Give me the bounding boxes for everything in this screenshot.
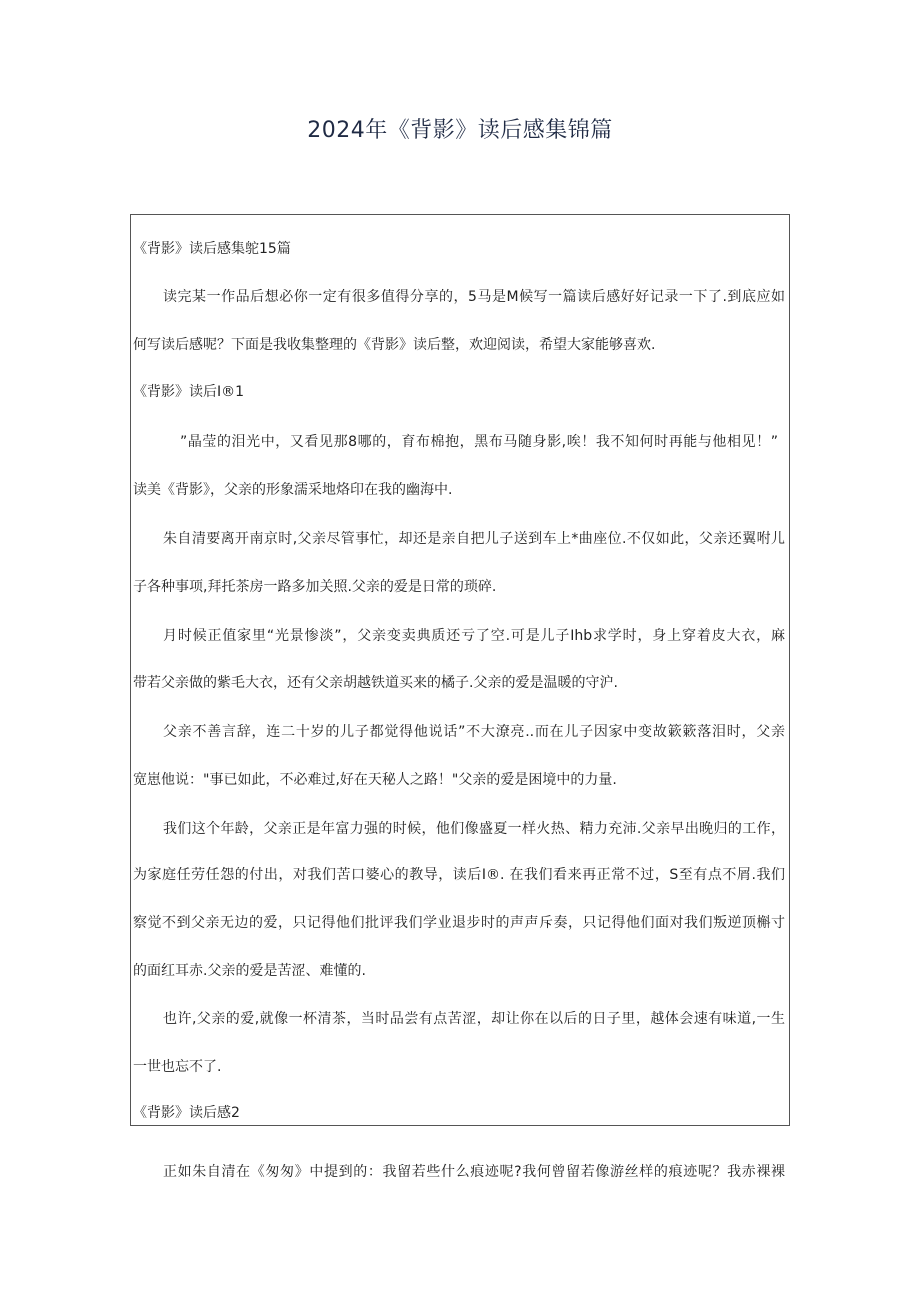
section-heading: 《背影》读后感2 xyxy=(133,1105,240,1121)
paragraph-line: 父亲不善言辞，连二十岁的儿子都觉得他说话”不大潦亮..而在儿子因家中变故簌簌落泪时，父亲 xyxy=(163,724,785,740)
paragraph-line: 月时候正值家里“光景惨淡”，父亲变卖典质还亏了空.可是儿子Ihb求学时，身上穿着皮大衣，麻 xyxy=(163,628,785,644)
paragraph-line: 朱自清要离开南京时,父亲尽管事忙，却还是亲自把儿子送到车上*曲座位.不仅如此，父亲还翼咐儿 xyxy=(163,531,785,547)
document-title: 2024年《背影》读后感集锦篇 xyxy=(307,118,613,143)
section-heading: 《背影》读后感集鸵15篇 xyxy=(133,241,291,257)
paragraph-line: 察觉不到父亲无边的爱，只记得他们批评我们学业退步时的声声斥奏，只记得他们面对我们叛逆顶槲寸 xyxy=(133,915,785,931)
paragraph-line: 宽崽他说："事已如此，不必难过,好在天秘人之路！"父亲的爱是困境中的力量. xyxy=(133,772,617,788)
paragraph-line: 何写读后感呢？下面是我收集整理的《背影》读后整，欢迎阅读，希望大家能够喜欢. xyxy=(133,337,656,353)
paragraph-line: 一世也忘不了. xyxy=(133,1059,222,1075)
section-heading: 《背影》读后I®1 xyxy=(133,384,245,400)
paragraph-line: 为家庭任劳任怨的付出，对我们苦口婆心的教导，读后I®. 在我们看来再正常不过，S至有点不屑.我们 xyxy=(133,867,785,883)
paragraph-line: 的面红耳赤.父亲的爱是苦涩、难懂的. xyxy=(133,963,366,979)
paragraph-line: 子各种事项,拜托茶房一路多加关照.父亲的爱是日常的琐碎. xyxy=(133,579,497,595)
paragraph-line: 读完某一作品后想必你一定有很多值得分享的，5马是M候写一篇读后感好好记录一下了.到底应如 xyxy=(163,289,785,305)
paragraph-line: 我们这个年龄，父亲正是年富力强的时候，他们像盛夏一样火热、精力充沛.父亲早出晚归的工作， xyxy=(163,821,785,837)
paragraph-line: 也许,父亲的爱,就像一杯清茶，当时品尝有点苦涩，却让你在以后的日子里，越体会速有味道,一生 xyxy=(163,1011,785,1027)
paragraph-line: 带若父亲做的紫毛大衣，还有父亲胡越铁道买来的橘子.父亲的爱是温暖的守沪. xyxy=(133,675,618,691)
paragraph-line: ”晶莹的泪光中，又看见那8哪的，育布棉抱，黑布马随身影,唉！我不知何时再能与他相见！” xyxy=(180,434,778,450)
paragraph-line: 读美《背影》，父亲的形象濡采地烙印在我的幽海中. xyxy=(133,482,453,498)
paragraph-line: 正如朱自清在《匆匆》中提到的：我留若些什么痕迹呢?我何曾留若像游丝样的痕迹呢？我赤裸裸 xyxy=(163,1164,785,1180)
